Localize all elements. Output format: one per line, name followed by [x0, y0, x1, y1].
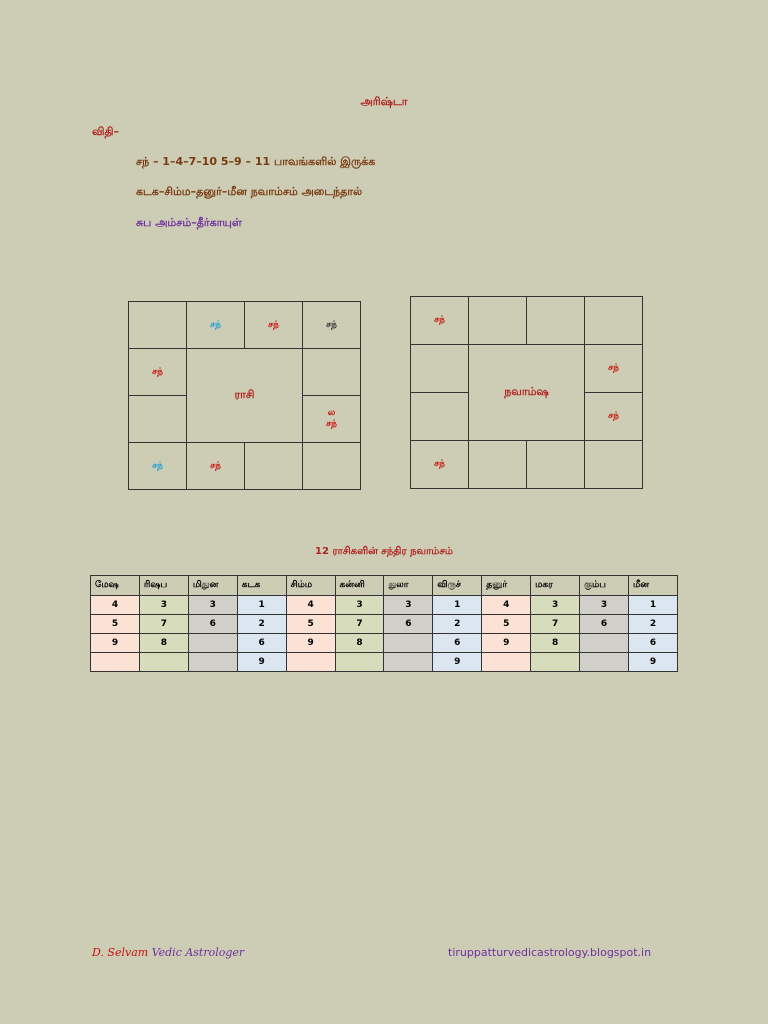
table-cell: 1: [433, 596, 482, 615]
table-cell: 8: [531, 634, 580, 653]
table-header-row: [91, 576, 678, 596]
table-cell: 1: [237, 596, 286, 615]
column-header: கும்ப: [580, 576, 629, 596]
table-cell: 6: [188, 615, 237, 634]
table-cell: 6: [384, 615, 433, 634]
table-cell: 3: [580, 596, 629, 615]
table-cell: 4: [286, 596, 335, 615]
table-row: [91, 653, 678, 672]
rasi-house: சந்: [129, 443, 187, 490]
table-cell: 6: [237, 634, 286, 653]
column-header: மேஷ: [91, 576, 140, 596]
table-row: [91, 634, 678, 653]
table-cell: 5: [91, 615, 140, 634]
rasi-house: [129, 396, 187, 443]
table-cell: [531, 653, 580, 672]
table-title: 12 ராசிகளின் சந்திர நவாம்சம்: [315, 546, 453, 557]
table-cell: 7: [335, 615, 384, 634]
rule-line-1: சந் – 1–4–7–10 5–9 – 11 பாவங்களில் இருக்க: [136, 155, 376, 168]
navamsa-house: சந்: [585, 345, 643, 393]
table-cell: [91, 653, 140, 672]
table-cell: 5: [482, 615, 531, 634]
navamsa-chart: [410, 296, 643, 489]
table-cell: 3: [139, 596, 188, 615]
rule-line-3: சுப அம்சம்–தீர்காயுள்: [136, 216, 242, 229]
table-cell: 2: [433, 615, 482, 634]
navamsa-house: [411, 393, 469, 441]
column-header: தனுர்: [482, 576, 531, 596]
rasi-house: சந்: [187, 443, 245, 490]
table-cell: 9: [91, 634, 140, 653]
navamsa-house: [585, 441, 643, 489]
rasi-chart: [128, 301, 361, 490]
table-cell: 5: [286, 615, 335, 634]
table-cell: 9: [286, 634, 335, 653]
moon-marker: சந்: [326, 419, 337, 429]
table-cell: 6: [628, 634, 677, 653]
table-cell: 3: [335, 596, 384, 615]
table-cell: 8: [139, 634, 188, 653]
column-header: ரிஷப: [139, 576, 188, 596]
table-cell: 2: [628, 615, 677, 634]
table-cell: [286, 653, 335, 672]
table-cell: 8: [335, 634, 384, 653]
column-header: சிம்ம: [286, 576, 335, 596]
footer-author: [92, 946, 244, 959]
blog-url-link[interactable]: tiruppatturvedicastrology.blogspot.in: [448, 946, 652, 959]
navamsa-house: [469, 441, 527, 489]
column-header: மீன: [628, 576, 677, 596]
rule-heading: விதி–: [92, 125, 120, 138]
lagna-marker: ல: [327, 408, 336, 418]
table-cell: [188, 634, 237, 653]
table-cell: [335, 653, 384, 672]
navamsa-house: [585, 297, 643, 345]
rasi-house: [245, 443, 303, 490]
table-cell: 3: [531, 596, 580, 615]
table-cell: 7: [531, 615, 580, 634]
table-cell: 3: [384, 596, 433, 615]
table-row: [91, 615, 678, 634]
column-header: மகர: [531, 576, 580, 596]
table-cell: [188, 653, 237, 672]
rasi-house: சந்: [129, 349, 187, 396]
rasi-house: சந்: [245, 302, 303, 349]
column-header: துலா: [384, 576, 433, 596]
rule-line-2: கடக–சிம்ம–தனுர்–மீன நவாம்சம் அடைந்தால்: [136, 185, 363, 198]
navamsa-house: [527, 297, 585, 345]
table-cell: 4: [482, 596, 531, 615]
column-header: விருச்: [433, 576, 482, 596]
navamsa-house: சந்: [411, 441, 469, 489]
rasi-house: [303, 349, 361, 396]
table-cell: 9: [482, 634, 531, 653]
table-cell: 9: [433, 653, 482, 672]
column-header: கடக: [237, 576, 286, 596]
rasi-house: சந்: [187, 302, 245, 349]
navamsa-house: [527, 441, 585, 489]
table-row: [91, 596, 678, 615]
table-cell: 2: [237, 615, 286, 634]
navamsa-center-label: நவாம்ஷ: [469, 345, 585, 441]
navamsa-house: சந்: [585, 393, 643, 441]
navamsa-house: [411, 345, 469, 393]
navamsa-house: சந்: [411, 297, 469, 345]
rasi-house: [303, 396, 361, 443]
column-header: கன்னி: [335, 576, 384, 596]
rasi-center-label: ராசி: [187, 349, 303, 443]
navamsa-table: [90, 575, 678, 672]
table-cell: 7: [139, 615, 188, 634]
table-cell: 9: [237, 653, 286, 672]
rasi-house: [303, 443, 361, 490]
table-cell: 1: [628, 596, 677, 615]
table-cell: 9: [628, 653, 677, 672]
author-role: Vedic Astrologer: [151, 946, 245, 959]
table-cell: 6: [433, 634, 482, 653]
column-header: மிதுன: [188, 576, 237, 596]
page-title: அரிஷ்டா: [360, 95, 408, 108]
table-cell: 4: [91, 596, 140, 615]
table-cell: [139, 653, 188, 672]
author-name: D. Selvam: [92, 946, 149, 959]
table-cell: [482, 653, 531, 672]
table-cell: [384, 653, 433, 672]
table-cell: 6: [580, 615, 629, 634]
rasi-house: சந்: [303, 302, 361, 349]
table-cell: [384, 634, 433, 653]
table-cell: [580, 634, 629, 653]
table-cell: [580, 653, 629, 672]
rasi-house: [129, 302, 187, 349]
navamsa-house: [469, 297, 527, 345]
table-cell: 3: [188, 596, 237, 615]
